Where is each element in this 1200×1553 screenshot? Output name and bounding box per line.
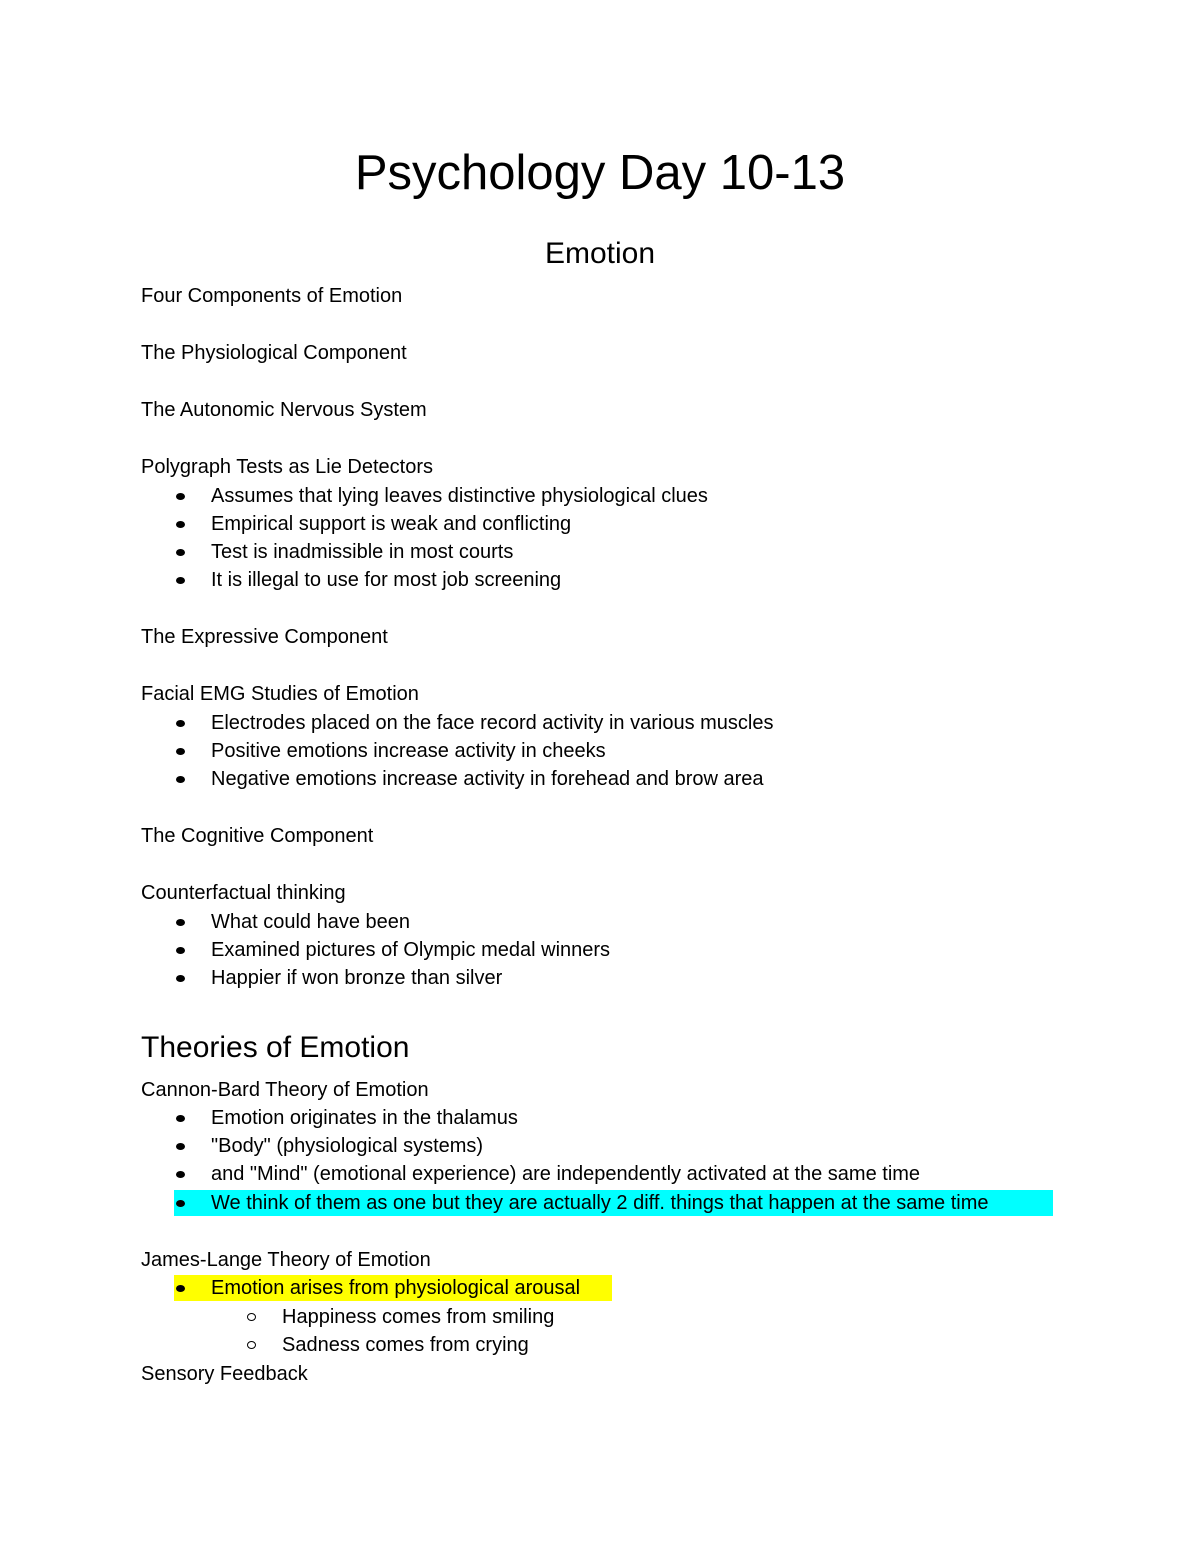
bullet-icon (176, 947, 185, 954)
heading-cannon-bard: Cannon-Bard Theory of Emotion (141, 1079, 429, 1101)
bullet-icon (176, 521, 185, 528)
heading-four-components: Four Components of Emotion (141, 285, 403, 307)
bullet-icon (176, 975, 185, 982)
bullet-icon (176, 577, 185, 584)
hollow-bullet-icon (247, 1341, 256, 1349)
bullet-icon (176, 1285, 185, 1292)
heading-counterfactual-thinking: Counterfactual thinking (141, 882, 346, 904)
document-page: Psychology Day 10-13 Emotion Four Components of Emotion The Physiological Component The Autonomic Nervous System Polygraph Tests as Lie Detectors Assumes that lying leaves distinctive physiological clues Empirical support is weak and conflicting Test is inadmissible in most courts It is illegal to use for most job screening The Expressive Component Facial EMG Studies of Emotion Electrodes placed on the face record activity in various muscles Positive emotions increase activity in cheeks Negative emotions increase activity in forehead and brow area The Cognitive Component Counterfactual thinking What could have been Examined pictures of Olympic medal winners Happier if won bronze than silver Theories of Emotion Cannon-Bard Theory of Emotion Emotion originates in the thalamus "Body" (physiological systems) and "Mind" (emotional experience) are independently activated at the same time We think of them as one but they are actually 2 diff. things that happen at the same time James-Lange Theory of Emotion Emotion arises from physiological arousal Happiness comes from smiling Sadness comes from crying Sensory Feedback (0, 0, 1200, 1553)
bullet-icon (176, 720, 185, 727)
bullet-icon (176, 1143, 185, 1150)
bullet-icon (176, 919, 185, 926)
heading-sensory-feedback: Sensory Feedback (141, 1363, 308, 1385)
bullet-icon (176, 776, 185, 783)
heading-cognitive-component: The Cognitive Component (141, 825, 374, 847)
heading-autonomic-nervous-system: The Autonomic Nervous System (141, 399, 427, 421)
bullet-icon (176, 493, 185, 500)
bullet-icon (176, 549, 185, 556)
bullet-icon (176, 1115, 185, 1122)
bullet-icon (176, 748, 185, 755)
page-subtitle: Emotion (544, 237, 656, 270)
section-heading-theories: Theories of Emotion (141, 1031, 410, 1064)
heading-facial-emg: Facial EMG Studies of Emotion (141, 683, 419, 705)
bullet-icon (176, 1200, 185, 1207)
heading-james-lange: James-Lange Theory of Emotion (141, 1249, 431, 1271)
page-title: Psychology Day 10-13 (354, 146, 846, 200)
hollow-bullet-icon (247, 1313, 256, 1321)
heading-polygraph-tests: Polygraph Tests as Lie Detectors (141, 456, 434, 478)
heading-physiological-component: The Physiological Component (141, 342, 407, 364)
heading-expressive-component: The Expressive Component (141, 626, 388, 648)
bullet-icon (176, 1171, 185, 1178)
